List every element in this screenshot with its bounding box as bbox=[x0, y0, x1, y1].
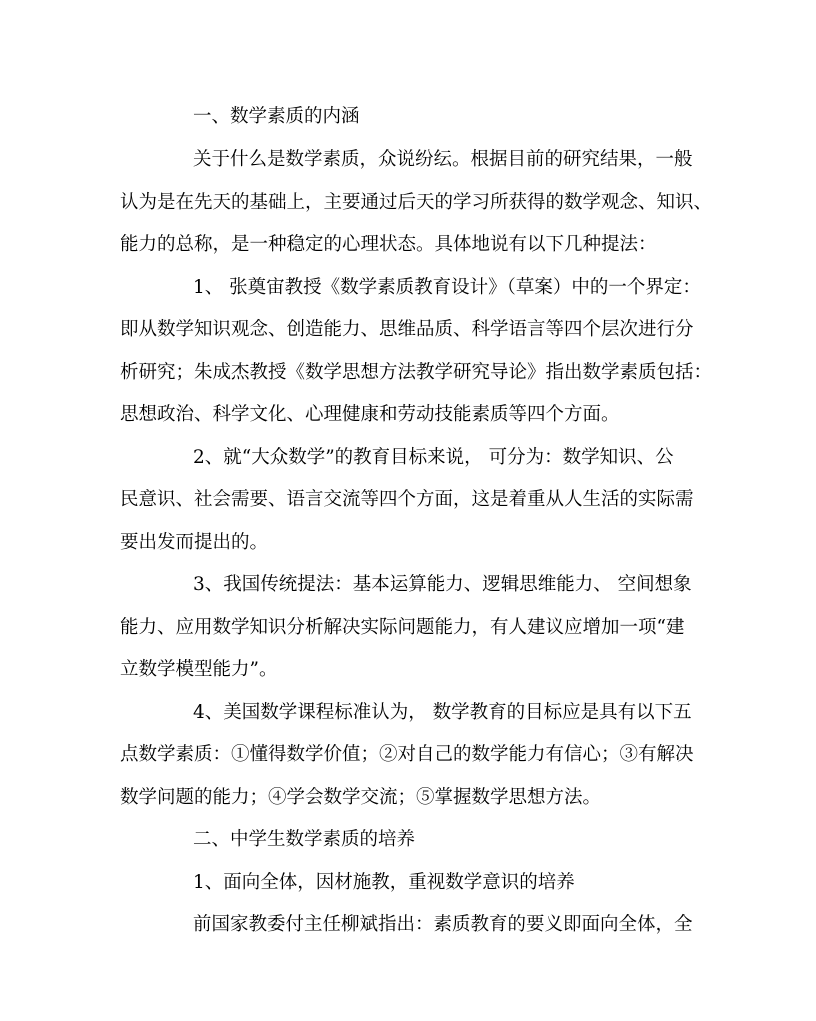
text-line: 3、我国传统提法：基本运算能力、逻辑思维能力、 空间想象 bbox=[193, 574, 692, 595]
text-line: 即从数学知识观念、创造能力、思维品质、科学语言等四个层次进行分 bbox=[120, 319, 694, 340]
paragraph-line bbox=[0, 188, 816, 218]
text-line: 立数学模型能力”。 bbox=[120, 659, 278, 680]
paragraph-line bbox=[0, 358, 816, 388]
paragraph-line bbox=[0, 528, 816, 558]
paragraph-line bbox=[0, 145, 816, 175]
paragraph-line bbox=[0, 655, 816, 685]
text-line: 能力的总称，是一种稳定的心理状态。具体地说有以下几种提法： bbox=[120, 234, 657, 255]
paragraph-line bbox=[0, 485, 816, 515]
text-line: 关于什么是数学素质，众说纷纭。根据目前的研究结果，一般 bbox=[193, 149, 693, 170]
paragraph-line bbox=[0, 443, 816, 473]
text-line: 1、面向全体，因材施教，重视数学意识的培养 bbox=[193, 872, 575, 893]
text-line: 4、美国数学课程标准认为， 数学教育的目标应是具有以下五 bbox=[193, 702, 692, 723]
text-line: 前国家教委付主任柳斌指出：素质教育的要义即面向全体，全 bbox=[193, 914, 693, 935]
paragraph-line bbox=[0, 273, 816, 303]
subheading-face-all-students bbox=[0, 868, 816, 898]
paragraph-line bbox=[0, 400, 816, 430]
paragraph-line bbox=[0, 910, 816, 940]
text-line: 能力、应用数学知识分析解决实际问题能力，有人建议应增加一项“建 bbox=[120, 617, 685, 638]
paragraph-line bbox=[0, 230, 816, 260]
text-line: 认为是在先天的基础上，主要通过后天的学习所获得的数学观念、知识、 bbox=[120, 192, 713, 213]
paragraph-line bbox=[0, 613, 816, 643]
text-line: 数学问题的能力；④学会数学交流；⑤掌握数学思想方法。 bbox=[120, 787, 602, 808]
text-line: 思想政治、科学文化、心理健康和劳动技能素质等四个方面。 bbox=[120, 404, 620, 425]
paragraph-line bbox=[0, 740, 816, 770]
text-line: 要出发而提出的。 bbox=[120, 532, 269, 553]
paragraph-line bbox=[0, 783, 816, 813]
paragraph-line bbox=[0, 698, 816, 728]
text-line: 析研究；朱成杰教授《数学思想方法教学研究导论》指出数学素质包括： bbox=[120, 362, 713, 383]
text-line: 民意识、社会需要、语言交流等四个方面，这是着重从人生活的实际需 bbox=[120, 489, 694, 510]
text-line: 点数学素质：①懂得数学价值；②对自己的数学能力有信心；③有解决 bbox=[120, 744, 694, 765]
paragraph-line bbox=[0, 570, 816, 600]
text-line: 二、中学生数学素质的培养 bbox=[193, 829, 416, 850]
heading-math-quality-connotation bbox=[0, 102, 816, 132]
text-line: 2、就“大众数学”的教育目标来说， 可分为：数学知识、公 bbox=[193, 447, 674, 468]
heading-student-math-quality-cultivation bbox=[0, 825, 816, 855]
text-line: 一、数学素质的内涵 bbox=[193, 106, 360, 127]
paragraph-line bbox=[0, 315, 816, 345]
text-line: 1、 张奠宙教授《数学素质教育设计》（草案）中的一个界定： bbox=[193, 277, 701, 298]
